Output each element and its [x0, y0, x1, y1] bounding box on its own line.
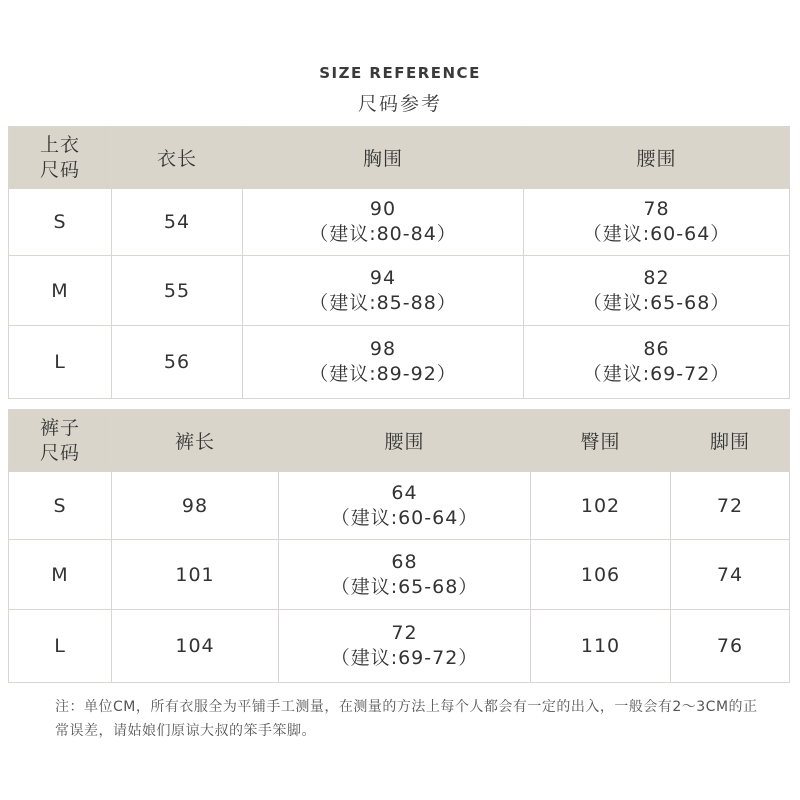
size-cell: S [9, 472, 112, 540]
hem-cell: 72 [671, 472, 790, 540]
waist-suggestion: （建议:65-68） [330, 575, 479, 598]
waist-cell [279, 472, 531, 540]
waist-suggestion: （建议:69-72） [330, 647, 479, 669]
length-cell: 54 [112, 189, 243, 256]
table-row [9, 472, 790, 540]
chest-suggestion: （建议:80-84） [309, 223, 457, 245]
waist-value: 68 [391, 550, 418, 573]
bottom-col-hip-header: 臀围 [531, 410, 671, 472]
bottom-corner-line2: 尺码 [39, 441, 80, 464]
size-cell: M [9, 540, 112, 610]
hem-cell: 76 [671, 610, 790, 683]
waist-value: 82 [643, 266, 670, 289]
measurement-note: 注：单位CM，所有衣服全为平铺手工测量，在测量的方法上每个人都会有一定的出入，一般会有2～3CM的正常误差，请姑娘们原谅大叔的笨手笨脚。 [55, 699, 758, 739]
chest-value: 90 [369, 198, 397, 220]
bottom-corner-line1: 裤子 [39, 416, 80, 439]
chest-suggestion: （建议:85-88） [309, 291, 457, 314]
length-cell: 98 [112, 472, 279, 540]
length-cell: 56 [112, 326, 243, 399]
bottom-table-corner-header [9, 410, 112, 472]
waist-cell [279, 610, 531, 683]
hip-cell: 110 [531, 610, 671, 683]
waist-suggestion: （建议:60-64） [582, 223, 731, 245]
size-cell: L [9, 610, 112, 683]
hem-cell: 74 [671, 540, 790, 610]
waist-suggestion: （建议:69-72） [582, 363, 731, 385]
size-cell: M [9, 256, 112, 326]
size-cell: L [9, 326, 112, 399]
length-cell: 104 [112, 610, 279, 683]
waist-value: 72 [391, 622, 418, 644]
chest-cell [243, 256, 524, 326]
table-row [9, 610, 790, 683]
chest-cell [243, 189, 524, 256]
waist-cell [524, 326, 790, 399]
top-table-header-row [9, 127, 790, 189]
table-row [9, 326, 790, 399]
waist-suggestion: （建议:65-68） [582, 291, 731, 314]
waist-cell [524, 256, 790, 326]
length-cell: 55 [112, 256, 243, 326]
chest-value: 94 [369, 266, 397, 289]
bottom-col-length-header: 裤长 [112, 410, 279, 472]
top-col-chest-header: 胸围 [243, 127, 524, 189]
title-english: SIZE REFERENCE [319, 64, 481, 82]
bottom-size-table [8, 409, 790, 683]
chest-suggestion: （建议:89-92） [309, 363, 457, 385]
waist-value: 64 [391, 481, 418, 504]
hip-cell: 102 [531, 472, 671, 540]
bottom-col-waist-header: 腰围 [279, 410, 531, 472]
bottom-table-header-row [9, 410, 790, 472]
top-corner-line2: 尺码 [39, 158, 80, 181]
size-cell: S [9, 189, 112, 256]
waist-suggestion: （建议:60-64） [330, 506, 479, 529]
table-row [9, 256, 790, 326]
title-chinese: 尺码参考 [357, 93, 442, 115]
bottom-col-hem-header: 脚围 [671, 410, 790, 472]
chest-value: 98 [369, 338, 397, 360]
table-row [9, 540, 790, 610]
chest-cell [243, 326, 524, 399]
top-size-table [8, 126, 790, 399]
waist-value: 78 [643, 198, 670, 220]
waist-cell [524, 189, 790, 256]
top-table-corner-header [9, 127, 112, 189]
top-col-length-header: 衣长 [112, 127, 243, 189]
top-corner-line1: 上衣 [39, 133, 80, 156]
waist-value: 86 [643, 338, 670, 360]
hip-cell: 106 [531, 540, 671, 610]
waist-cell [279, 540, 531, 610]
length-cell: 101 [112, 540, 279, 610]
top-col-waist-header: 腰围 [524, 127, 790, 189]
table-row [9, 189, 790, 256]
